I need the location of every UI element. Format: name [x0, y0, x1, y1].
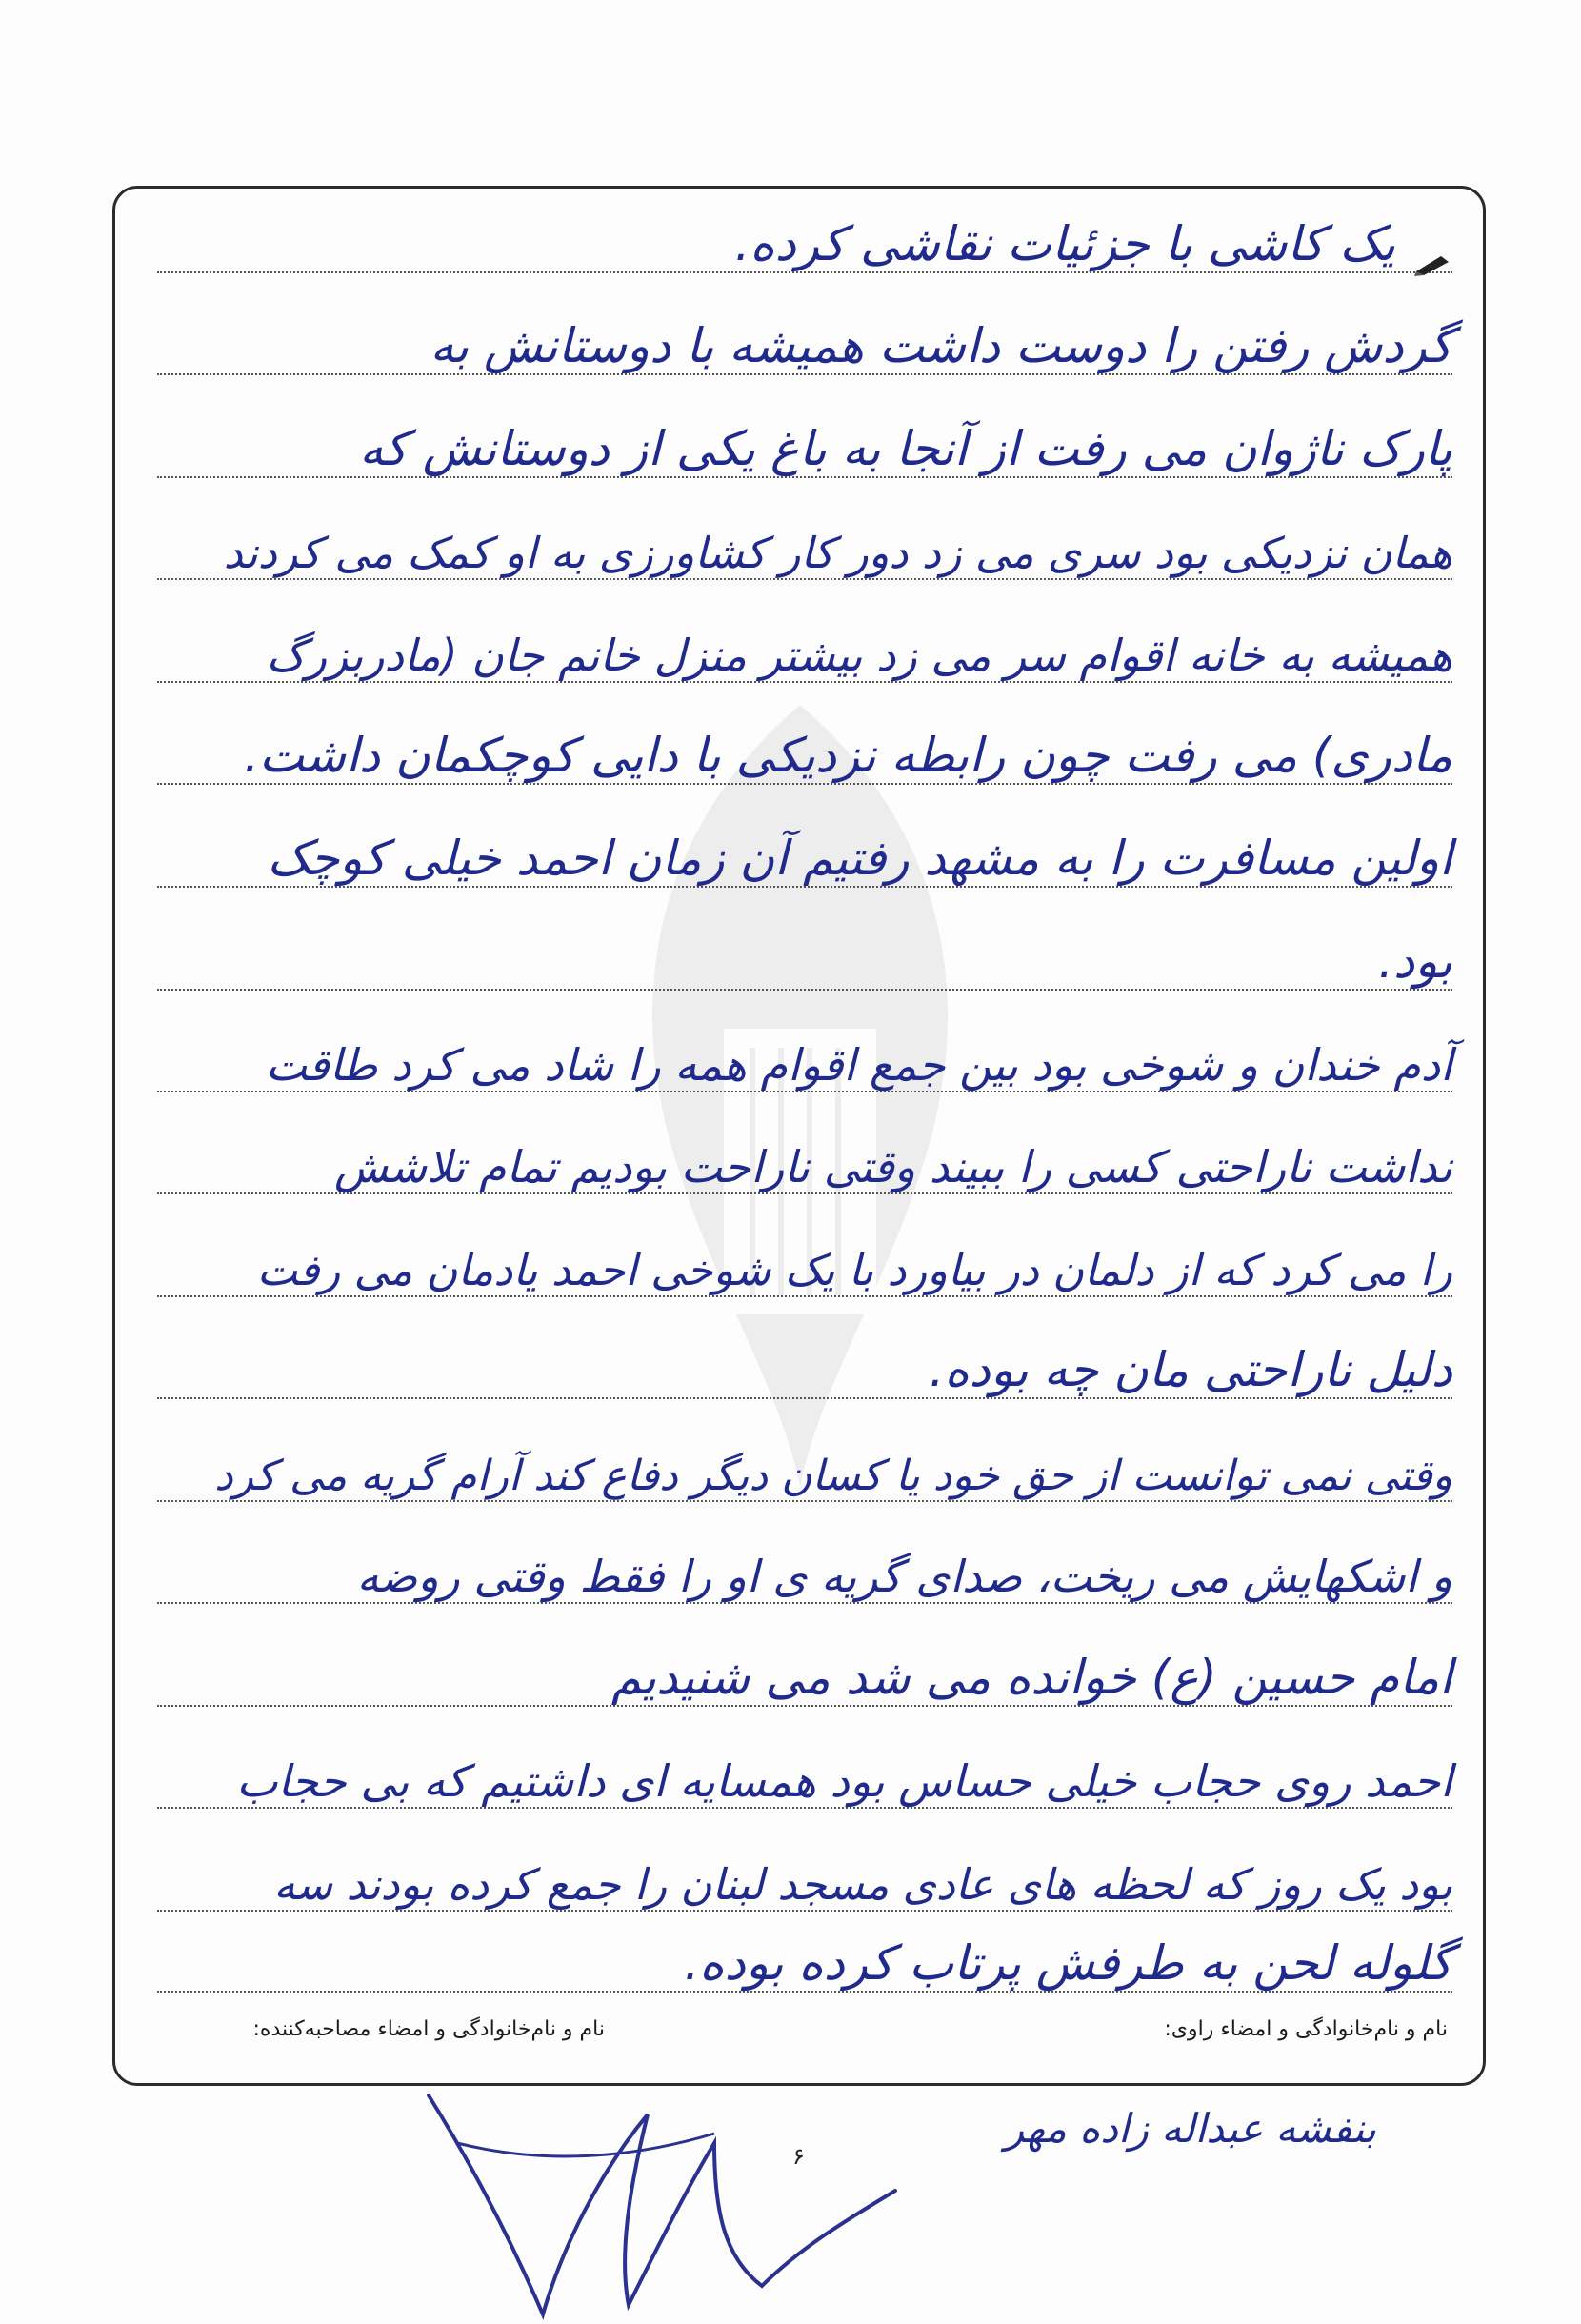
- line-text: یک کاشی با جزئیات نقاشی کرده.: [734, 216, 1395, 271]
- line-text: امام حسین (ع) خوانده می شد می شنیدیم: [610, 1650, 1452, 1705]
- dotted-rule: [157, 886, 1452, 888]
- dotted-rule: [157, 1397, 1452, 1399]
- handwritten-line: [157, 912, 1452, 1008]
- dotted-rule: [157, 271, 1452, 273]
- narrator-signature-label: نام و نام‌خانوادگی و امضاء راوی:: [1164, 2017, 1448, 2041]
- handwritten-line: [157, 1116, 1452, 1212]
- dotted-rule: [157, 1295, 1452, 1297]
- handwritten-line: [157, 1321, 1452, 1416]
- handwritten-line: [157, 1424, 1452, 1519]
- handwritten-line: [157, 1731, 1452, 1826]
- dotted-rule: [157, 1991, 1452, 1993]
- dotted-rule: [157, 1910, 1452, 1912]
- pencil-icon: [1412, 250, 1452, 277]
- line-text: گردش رفتن را دوست داشت همیشه با دوستانش به: [430, 318, 1452, 373]
- line-text: همیشه به خانه اقوام سر می زد بیشتر منزل خانم جان (مادربزرگ: [266, 630, 1452, 681]
- interviewer-signature-label: نام و نام‌خانوادگی و امضاء مصاحبه‌کننده:: [252, 2017, 605, 2041]
- dotted-rule: [157, 1602, 1452, 1604]
- line-text: و اشکهایش می ریخت، صدای گریه ی او را فقط وقتی روضه: [356, 1551, 1452, 1602]
- line-text: پارک ناژوان می رفت از آنجا به باغ یکی از دوستانش که: [359, 421, 1452, 476]
- line-text: را می کرد که از دلمان در بیاورد با یک شوخی احمد یادمان می رفت: [256, 1245, 1452, 1295]
- line-text: بود یک روز که لحظه های عادی مسجد لبنان را جمع کرده بودند سه: [273, 1859, 1452, 1910]
- handwritten-line: [157, 1629, 1452, 1724]
- handwritten-line: [157, 1526, 1452, 1621]
- line-text: احمد روی حجاب خیلی حساس بود همسایه ای داشتیم که بی حجاب: [236, 1755, 1452, 1807]
- dotted-rule: [157, 476, 1452, 478]
- handwritten-line: [157, 1014, 1452, 1110]
- dotted-rule: [157, 1705, 1452, 1707]
- handwritten-line: [157, 400, 1452, 495]
- handwritten-line: [157, 297, 1452, 392]
- line-text: گلوله لحن به طرفش پرتاب کرده بوده.: [684, 1935, 1452, 1991]
- dotted-rule: [157, 1091, 1452, 1092]
- handwritten-line: [157, 707, 1452, 802]
- dotted-rule: [157, 373, 1452, 375]
- handwritten-line: [157, 810, 1452, 905]
- handwritten-line: [157, 195, 1452, 290]
- dotted-rule: [157, 1500, 1452, 1502]
- dotted-rule: [157, 989, 1452, 991]
- handwritten-line: [157, 605, 1452, 700]
- handwritten-line: [157, 1219, 1452, 1314]
- line-text: آدم خندان و شوخی بود بین جمع اقوام همه را شاد می کرد طاقت: [265, 1039, 1452, 1091]
- signature-name: بنفشه عبداله زاده مهر: [1004, 2105, 1376, 2152]
- line-text: وقتی نمی توانست از حق خود یا کسان دیگر دفاع کند آرام گریه می کرد: [214, 1452, 1452, 1500]
- handwritten-signature: [400, 2057, 971, 2324]
- line-text: نداشت ناراحتی کسی را ببیند وقتی ناراحت بودیم تمام تلاشش: [333, 1141, 1452, 1192]
- handwritten-line: [157, 502, 1452, 597]
- handwritten-line: [157, 1914, 1452, 2010]
- dotted-rule: [157, 1192, 1452, 1194]
- line-text: مادری) می رفت چون رابطه نزدیکی با دایی کوچکمان داشت.: [244, 728, 1452, 783]
- dotted-rule: [157, 578, 1452, 580]
- dotted-rule: [157, 681, 1452, 683]
- line-text: بود.: [1378, 933, 1452, 989]
- line-text: اولین مسافرت را به مشهد رفتیم آن زمان احمد خیلی کوچک: [267, 831, 1452, 886]
- dotted-rule: [157, 1807, 1452, 1809]
- line-text: دلیل ناراحتی مان چه بوده.: [929, 1342, 1452, 1397]
- dotted-rule: [157, 783, 1452, 785]
- page-number: ۶: [792, 2143, 805, 2170]
- line-text: همان نزدیکی بود سری می زد دور کار کشاورزی به او کمک می کردند: [223, 528, 1452, 578]
